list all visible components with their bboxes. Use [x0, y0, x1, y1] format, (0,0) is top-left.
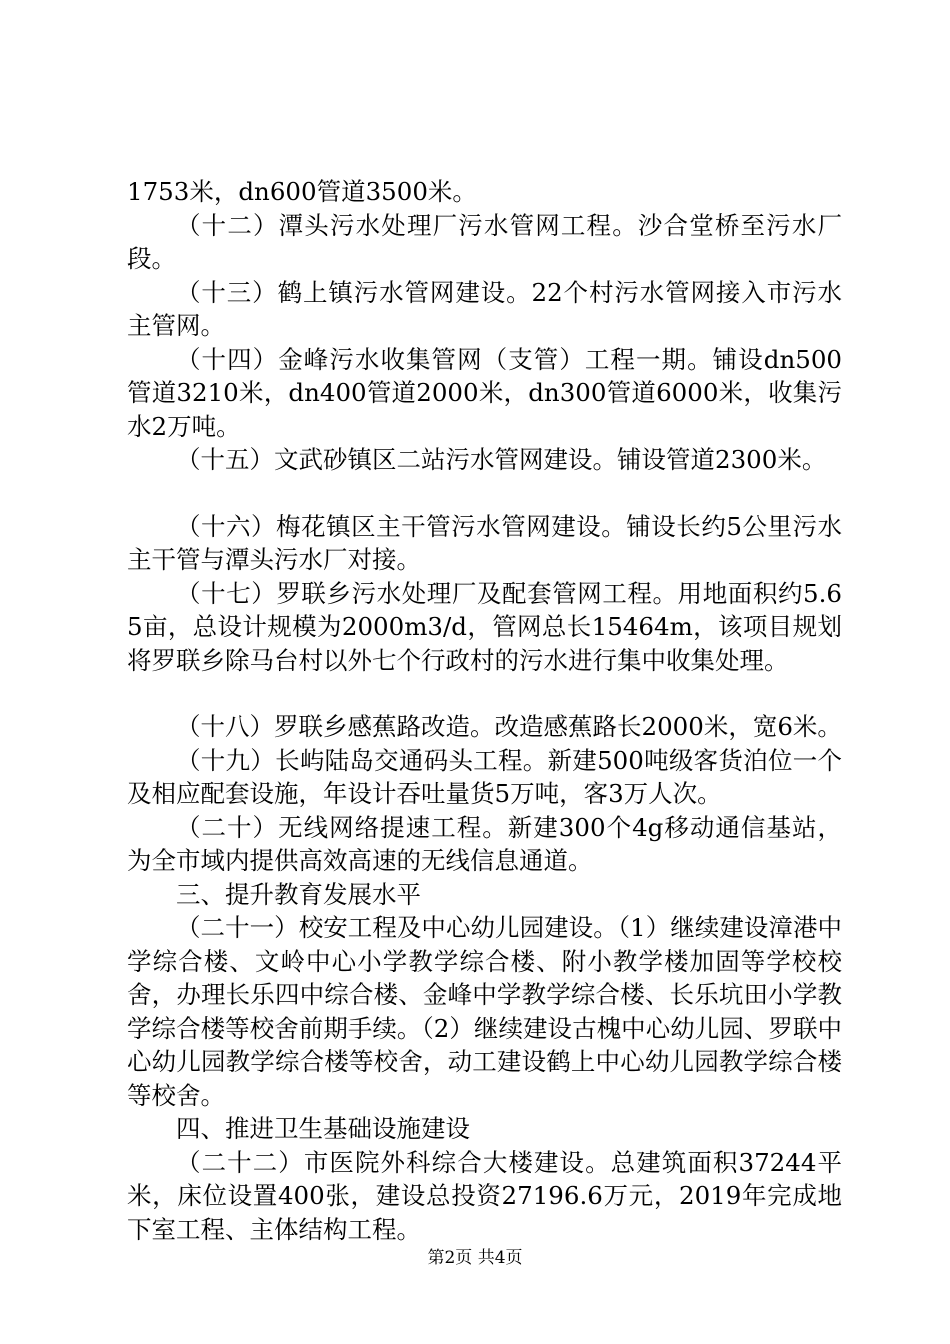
paragraph-item-12: （十二）潭头污水处理厂污水管网工程。沙合堂桥至污水厂段。: [127, 210, 842, 273]
section-heading-health: 四、推进卫生基础设施建设: [176, 1114, 470, 1143]
section-heading-education: 三、提升教育发展水平: [176, 879, 421, 909]
document-body: [127, 175, 842, 1246]
paragraph-item-16: （十六）梅花镇区主干管污水管网建设。铺设长约5公里污水主干管与潭头污水厂对接。: [127, 511, 842, 574]
paragraph-item-21: （二十一）校安工程及中心幼儿园建设。（1）继续建设漳港中学综合楼、文岭中心小学教学综合楼、附小教学楼加固等学校校舍，办理长乐四中综合楼、金峰中学教学综合楼、长乐坑田小学教学综合楼等校舍前期手续。（2）继续建设古槐中心幼儿园、罗联中心幼儿园教学综合楼等校舍，动工建设鹤上中心幼儿园教学综合楼等校舍。: [127, 913, 842, 1110]
paragraph-item-15: （十五）文武砂镇区二站污水管网建设。铺设管道2300米。: [176, 445, 827, 474]
paragraph-item-20: （二十）无线网络提速工程。新建300个4g移动通信基站，为全市域内提供高效高速的无线信息通道。: [127, 812, 842, 875]
paragraph-item-17: （十七）罗联乡污水处理厂及配套管网工程。用地面积约5.65亩，总设计规模为2000m3/d，管网总长15464m，该项目规划将罗联乡除马台村以外七个行政村的污水进行集中收集处理。: [127, 578, 842, 675]
paragraph-item-14: （十四）金峰污水收集管网（支管）工程一期。铺设dn500管道3210米，dn400管道2000米，dn300管道6000米，收集污水2万吨。: [127, 344, 842, 441]
paragraph-item-13: （十三）鹤上镇污水管网建设。22个村污水管网接入市污水主管网。: [127, 277, 842, 340]
paragraph-pipe-length: 1753米，dn600管道3500米。: [127, 177, 477, 206]
paragraph-item-19: （十九）长屿陆岛交通码头工程。新建500吨级客货泊位一个及相应配套设施，年设计吞吐量货5万吨，客3万人次。: [127, 745, 842, 808]
paragraph-item-22: （二十二）市医院外科综合大楼建设。总建筑面积37244平米，床位设置400张，建设总投资27196.6万元，2019年完成地下室工程、主体结构工程。: [127, 1147, 842, 1244]
page-number-footer: 第2页 共4页: [427, 1248, 523, 1268]
paragraph-item-18: （十八）罗联乡感蕉路改造。改造感蕉路长2000米，宽6米。: [176, 712, 842, 741]
